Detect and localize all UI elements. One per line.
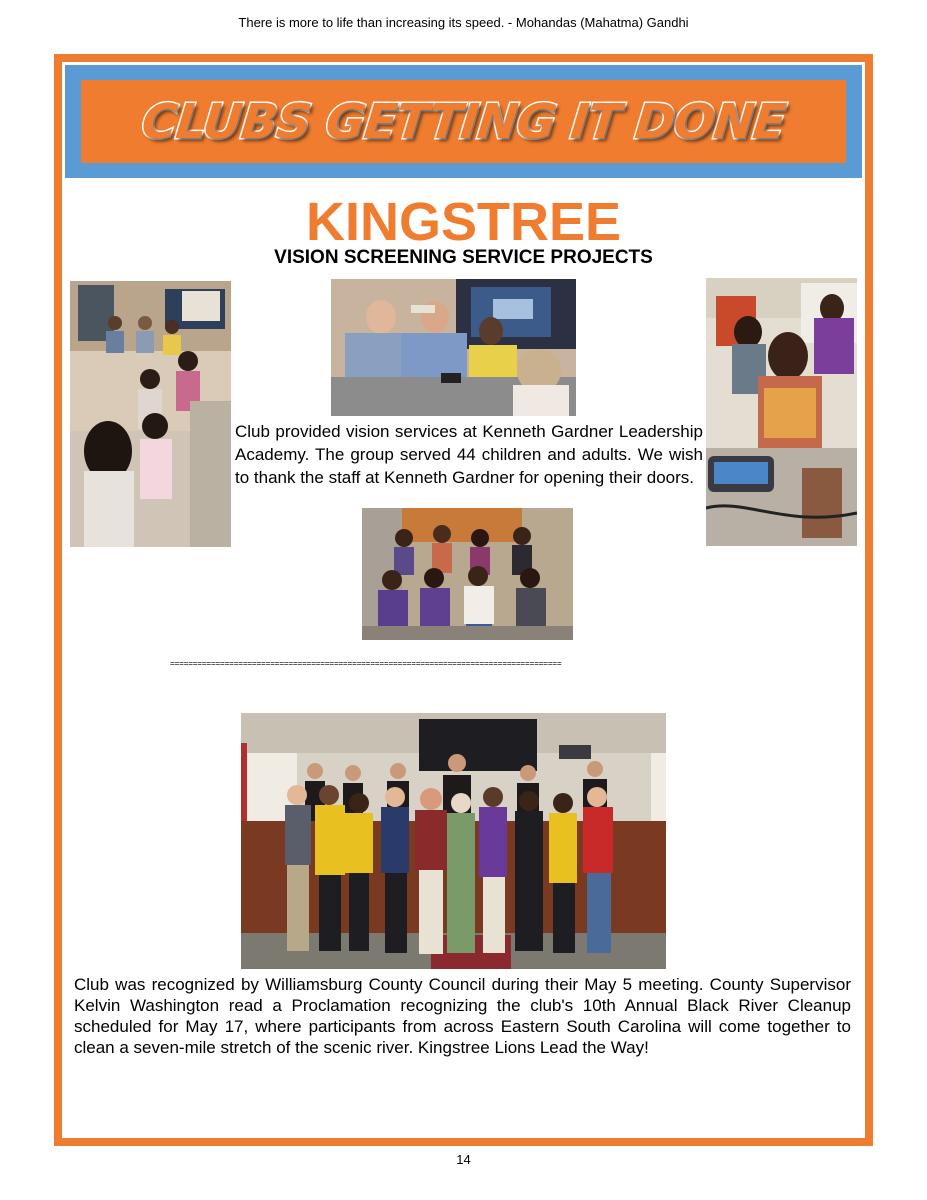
section-banner <box>65 65 862 178</box>
header-quote: There is more to life than increasing its speed. - Mohandas (Mahatma) Gandhi <box>238 15 689 30</box>
vision-screener-device-photo <box>706 278 857 546</box>
club-name-heading: KINGSTREE <box>305 192 622 252</box>
section-banner-title: CLUBS GETTING IT DONE <box>139 93 788 150</box>
page-number: 14 <box>456 1152 471 1167</box>
section-banner-inner <box>81 80 846 163</box>
council-recognition-paragraph: Club was recognized by Williamsburg County Council during their May 5 meeting. County Supervisor Kelvin Washington read a Proclamation recognizing the club's 10th Annual Black River Cleanup scheduled for May 17, where participants from across Eastern South Carolina will come together to clean a seven-mile stretch of the scenic river. Kingstree Lions Lead the Way! <box>74 975 851 1057</box>
classroom-children-photo <box>70 281 231 547</box>
section-divider: ====================================================================================== <box>170 660 562 669</box>
county-council-group-photo <box>241 713 666 969</box>
screening-volunteers-photo <box>331 279 576 416</box>
project-subtitle: VISION SCREENING SERVICE PROJECTS <box>274 247 653 268</box>
lions-group-photo <box>362 508 573 640</box>
vision-project-paragraph: Club provided vision services at Kenneth Gardner Leadership Academy. The group served 44 children and adults. We wish to thank the staff at Kenneth Gardner for opening their doors. <box>235 422 703 487</box>
newsletter-page-frame <box>54 54 873 1146</box>
